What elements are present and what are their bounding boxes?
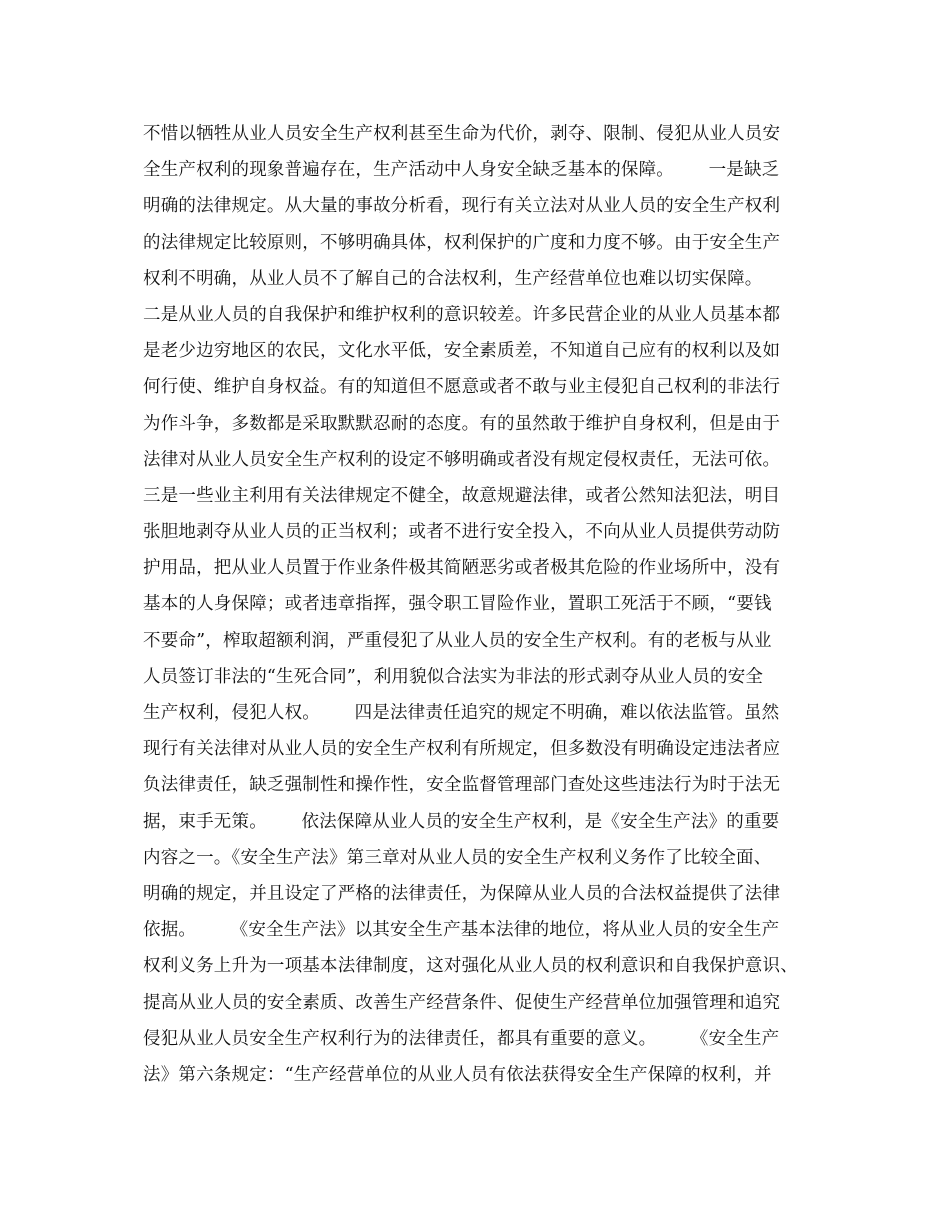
text-line: 负法律责任，缺乏强制性和操作性，安全监督管理部门查处这些违法行为时于法无 xyxy=(143,775,781,796)
text-line: 依据。 《安全生产法》以其安全生产基本法律的地位，将从业人员的安全生产 xyxy=(143,920,780,941)
text-line: 何行使、维护自身权益。有的知道但不愿意或者不敢与业主侵犯自己权利的非法行 xyxy=(143,377,781,398)
text-line: 明确的规定，并且设定了严格的法律责任，为保障从业人员的合法权益提供了法律 xyxy=(143,883,781,904)
text-line: 为作斗争，多数都是采取默默忍耐的态度。有的虽然敢于维护自身权利，但是由于 xyxy=(143,413,781,434)
text-line: 现行有关法律对从业人员的安全生产权利有所规定，但多数没有明确设定违法者应 xyxy=(143,739,781,760)
body-text xyxy=(143,116,823,1093)
text-line: 二是从业人员的自我保护和维护权利的意识较差。许多民营企业的从业人员基本都 xyxy=(143,304,781,325)
text-line: 法》第六条规定：“生产经营单位的从业人员有依法获得安全生产保障的权利，并 xyxy=(143,1064,772,1085)
text-line: 明确的法律规定。从大量的事故分析看，现行有关立法对从业人员的安全生产权利 xyxy=(143,196,781,217)
text-line: 提高从业人员的安全素质、改善生产经营条件、促使生产经营单位加强管理和追究 xyxy=(143,992,781,1013)
text-line: 生产权利，侵犯人权。 四是法律责任追究的规定不明确，难以依法监管。虽然 xyxy=(143,703,780,723)
text-line: 人员签订非法的“生死合同”，利用貌似合法实为非法的形式剥夺从业人员的安全 xyxy=(143,666,764,687)
text-line: 据，束手无策。 依法保障从业人员的安全生产权利，是《安全生产法》的重要 xyxy=(143,811,780,832)
text-line: 不惜以牺牲从业人员安全生产权利甚至生命为代价，剥夺、限制、侵犯从业人员安 xyxy=(143,124,781,144)
text-line: 法律对从业人员安全生产权利的设定不够明确或者没有规定侵权责任，无法可依。 xyxy=(143,449,781,470)
text-line: 是老少边穷地区的农民，文化水平低，安全素质差，不知道自己应有的权利以及如 xyxy=(143,341,781,362)
text-line: 内容之一。《安全生产法》第三章对从业人员的安全生产权利义务作了比较全面、 xyxy=(143,847,772,868)
text-line: 权利义务上升为一项基本法律制度，这对强化从业人员的权利意识和自我保护意识、 xyxy=(143,956,798,977)
text-line: 张胆地剥夺从业人员的正当权利；或者不进行安全投入，不向从业人员提供劳动防 xyxy=(143,522,781,543)
text-line: 的法律规定比较原则，不够明确具体，权利保护的广度和力度不够。由于安全生产 xyxy=(143,232,781,253)
text-line: 权利不明确，从业人员不了解自己的合法权利，生产经营单位也难以切实保障。 xyxy=(143,268,763,289)
text-line: 护用品，把从业人员置于作业条件极其简陋恶劣或者极其危险的作业场所中，没有 xyxy=(143,558,781,579)
text-line: 全生产权利的现象普遍存在，生产活动中人身安全缺乏基本的保障。 一是缺乏 xyxy=(143,160,780,181)
text-line: 不要命”，榨取超额利润，严重侵犯了从业人员的安全生产权利。有的老板与从业 xyxy=(143,630,772,651)
text-line: 基本的人身保障；或者违章指挥，强令职工冒险作业，置职工死活于不顾，“要钱 xyxy=(143,594,772,615)
text-line: 三是一些业主利用有关法律规定不健全，故意规避法律，或者公然知法犯法，明目 xyxy=(143,485,781,506)
text-line: 侵犯从业人员安全生产权利行为的法律责任，都具有重要的意义。 《安全生产 xyxy=(143,1028,780,1049)
